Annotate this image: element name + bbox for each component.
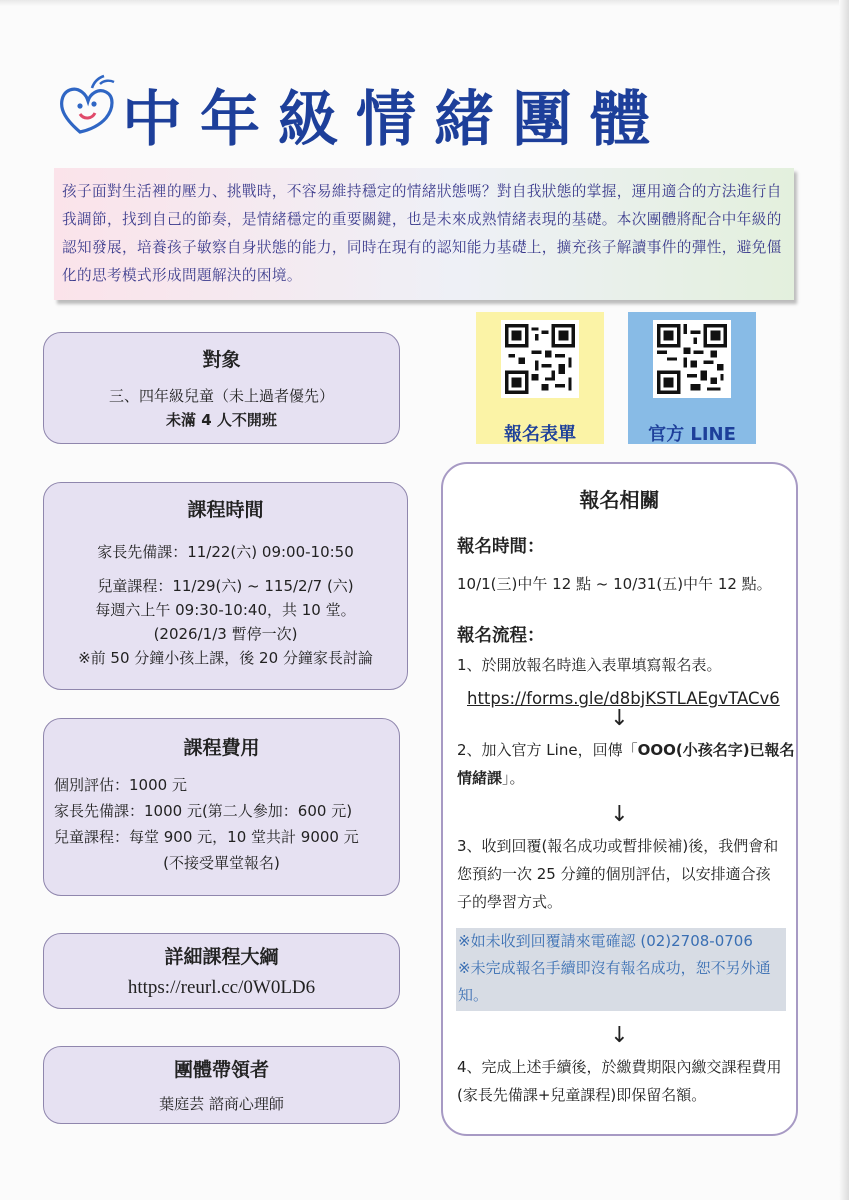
schedule-line-2: 兒童課程：11/29(六) ~ 115/2/7 (六) — [97, 577, 354, 595]
target-box — [43, 332, 400, 444]
page-title: 中年級情緒團體 — [122, 85, 668, 155]
schedule-box — [43, 482, 408, 690]
notice-box — [456, 928, 786, 1011]
leader-name: 葉庭芸 諮商心理師 — [159, 1095, 284, 1113]
fees-line-2: 家長先備課：1000 元(第二人參加：600 元) — [54, 802, 353, 820]
leader-heading: 團體帶領者 — [173, 1059, 269, 1081]
schedule-line-1: 家長先備課：11/22(六) 09:00-10:50 — [97, 543, 354, 561]
registration-heading: 報名相關 — [579, 488, 660, 512]
outline-heading: 詳細課程大綱 — [164, 946, 279, 968]
line-qr-code-icon[interactable] — [653, 320, 731, 398]
arrow-down-icon: ↓ — [610, 1023, 629, 1048]
step-2-suffix: 」。 — [502, 769, 525, 787]
arrow-down-icon: ↓ — [610, 706, 629, 731]
fees-line-4: (不接受單堂報名) — [163, 854, 280, 872]
fees-box — [43, 718, 400, 896]
registration-time-text: 10/1(三)中午 12 點 ~ 10/31(五)中午 12 點。 — [457, 575, 772, 593]
heart-logo-icon — [56, 74, 120, 136]
intro-text: 孩子面對生活裡的壓力、挑戰時，不容易維持穩定的情緒狀態嗎？對自我狀態的掌握，運用適合的方法進行自我調節，找到自己的節奏，是情緒穩定的重要關鍵，也是未來成熟情緒表現的基礎。本次團體將配合中年級的認知發展，培養孩子敏察自身狀態的能力，同時在現有的認知能力基礎上，擴充孩子解讀事件的彈性，避免僵化的思考模式形成問題解決的困境。 — [62, 183, 782, 284]
step-2-prefix: 2、加入官方 Line，回傳「 — [457, 741, 638, 759]
line-qr-card[interactable] — [628, 312, 756, 444]
notice-line-1: ※如未收到回覆請來電確認 (02)2708-0706 — [458, 932, 753, 950]
fees-line-3: 兒童課程：每堂 900 元，10 堂共計 9000 元 — [54, 828, 359, 846]
registration-time-heading: 報名時間： — [457, 537, 545, 557]
outline-box — [43, 933, 400, 1009]
scan-right-edge — [839, 0, 849, 1200]
form-qr-card[interactable] — [476, 312, 604, 444]
registration-form-link[interactable]: https://forms.gle/d8bjKSTLAEgvTACv6 — [467, 689, 780, 708]
outline-link[interactable]: https://reurl.cc/0W0LD6 — [127, 977, 316, 998]
arrow-down-icon: ↓ — [610, 802, 629, 827]
schedule-line-5: ※前 50 分鐘小孩上課，後 20 分鐘家長討論 — [78, 649, 373, 667]
notice-line-2: ※未完成報名手續即沒有報名成功，恕不另外通知。 — [458, 959, 771, 1004]
fees-heading: 課程費用 — [183, 737, 260, 759]
step-1: 1、於開放報名時進入表單填寫報名表。 — [457, 656, 722, 674]
registration-box — [441, 462, 798, 1136]
fees-line-1: 個別評估：1000 元 — [54, 776, 187, 794]
step-2-message: OOO(小孩名字)已報名情緒課 — [457, 741, 795, 787]
step-2 — [457, 736, 796, 792]
target-heading: 對象 — [202, 349, 241, 371]
schedule-heading: 課程時間 — [187, 499, 264, 521]
scan-top-edge — [0, 0, 849, 6]
target-line-2: 未滿 4 人不開班 — [166, 411, 277, 429]
schedule-line-3: 每週六上午 09:30-10:40，共 10 堂。 — [95, 601, 356, 619]
schedule-line-4: (2026/1/3 暫停一次) — [153, 625, 298, 643]
target-line-1: 三、四年級兒童（未上過者優先） — [108, 387, 334, 405]
intro-panel — [54, 168, 794, 300]
form-qr-code-icon[interactable] — [501, 320, 579, 398]
leader-box — [43, 1046, 400, 1124]
line-qr-label: 官方 LINE — [648, 424, 736, 445]
step-3: 3、收到回覆(報名成功或暫排候補)後，我們會和您預約一次 25 分鐘的個別評估，以安排適合孩子的學習方式。 — [457, 837, 779, 911]
registration-process-heading: 報名流程： — [457, 626, 545, 646]
form-qr-label: 報名表單 — [504, 424, 576, 445]
step-4: 4、完成上述手續後，於繳費期限內繳交課程費用(家長先備課+兒童課程)即保留名額。 — [457, 1058, 782, 1104]
